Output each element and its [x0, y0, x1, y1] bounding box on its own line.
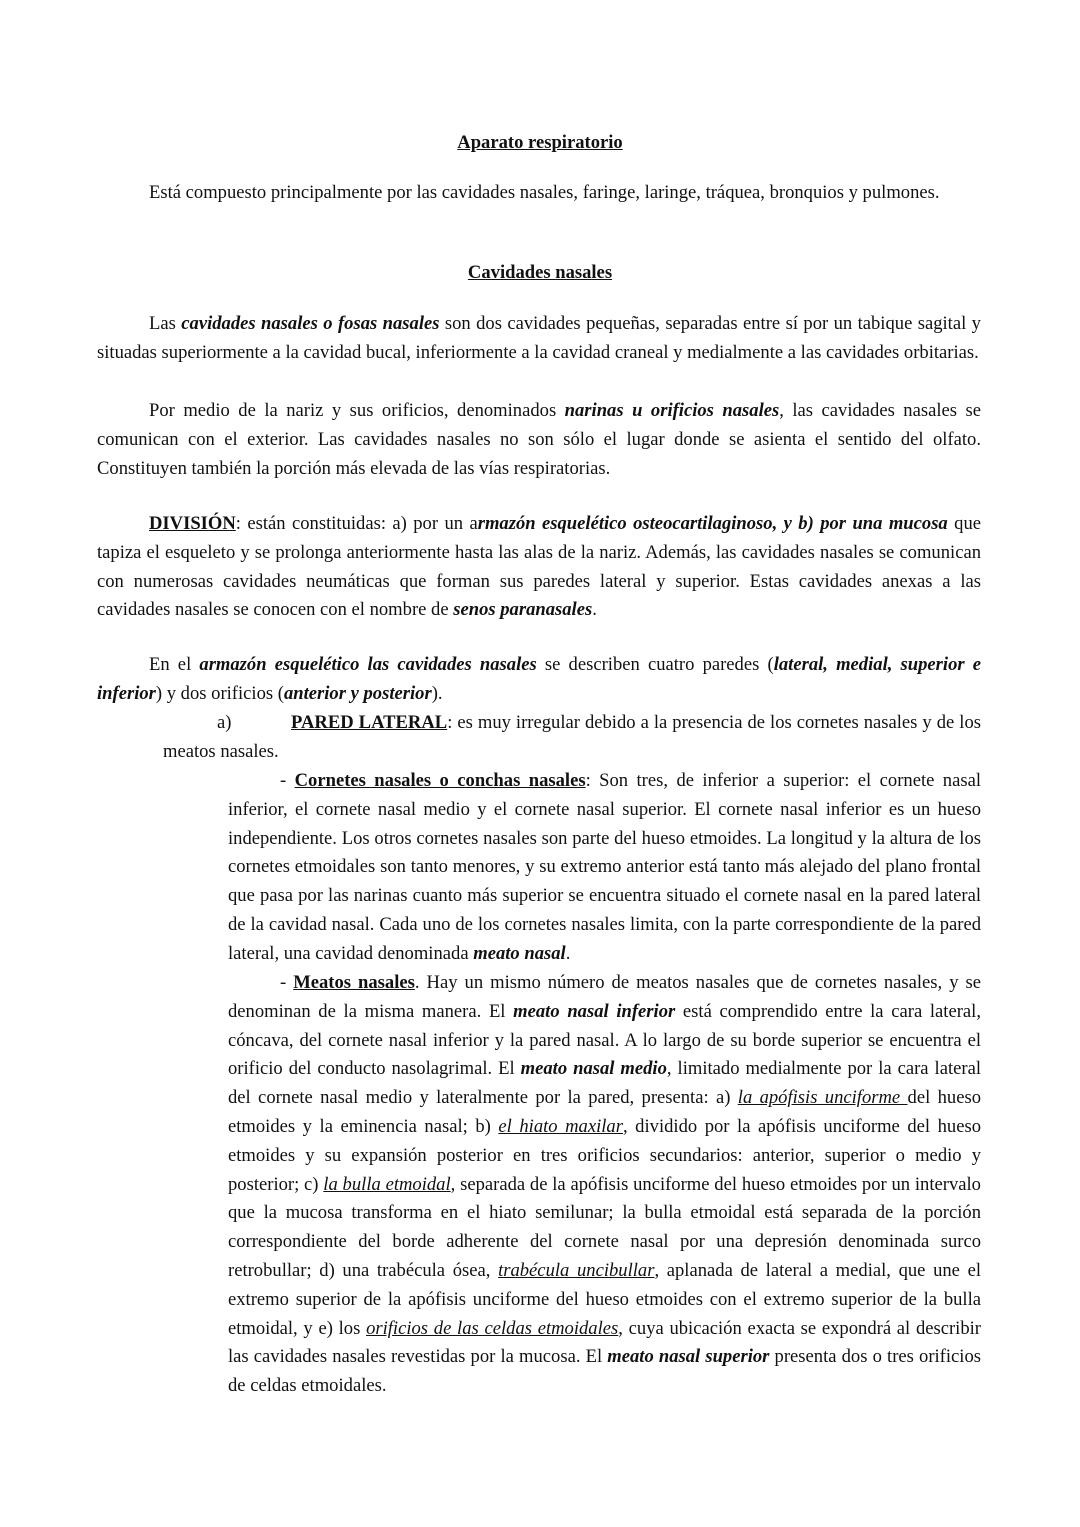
paragraph-armazon: [97, 651, 981, 709]
text-run: presenta dos o tres orificios de celdas etmoidales.: [228, 1346, 981, 1397]
text-run: , aplanada de lateral a medial, que une el extremo superior de la apófisis unciforme del hueso etmoides con el extremo superior de la bulla etmoidal, y e) los: [228, 1259, 982, 1339]
text-run: Las: [149, 313, 182, 334]
text-run: En el: [149, 654, 200, 675]
bold-term: cavidades nasales o fosas nasales: [181, 313, 440, 334]
bold-term: narinas u orificios nasales: [564, 400, 780, 421]
text-run: que tapiza el esqueleto y se prolonga anteriormente hasta las alas de la nariz. Además, las cavidades nasales se comunican con numerosas cavidades neumáticas que forman sus paredes lateral y superior. Estas cavidades anexas a las cavidades nasales se conocen con el nombre de: [97, 513, 981, 621]
bold-term: lateral, medial, superior e inferior: [97, 654, 982, 704]
underlined-term: el hiato maxilar: [498, 1115, 623, 1137]
text-run: Por medio de la nariz y sus orificios, denominados: [149, 400, 565, 421]
text-run: , limitado medialmente por la cara lateral del cornete nasal medio y lateralmente por la pared, presenta: a): [228, 1058, 981, 1109]
paragraph-cavidades: [97, 310, 981, 368]
text-run: : es muy irregular debido a la presencia de los cornetes nasales y de los meatos nasales.: [163, 712, 981, 762]
list-item-meatos: [228, 969, 981, 1401]
text-run: se describen cuatro paredes (: [536, 654, 774, 675]
section-title: Cavidades nasales: [467, 262, 613, 283]
list-dash: -: [280, 770, 295, 791]
list-item-pared-lateral: [163, 709, 981, 767]
text-run: está comprendido entre la cara lateral, cóncava, del cornete nasal inferior y la pared nasal. A lo largo de su borde superior se encuentra el orificio del conducto nasolagrimal. El: [228, 1000, 981, 1080]
paragraph-narinas: [97, 397, 981, 483]
bold-term: armazón esquelético las cavidades nasales: [199, 654, 537, 675]
text-run: , cuya ubicación exacta se expondrá al describir las cavidades nasales revestidas por la mucosa. El: [228, 1317, 981, 1368]
bold-term: anterior y posterior: [283, 682, 432, 704]
meatos-heading: Meatos nasales: [293, 972, 415, 993]
bold-term: meato nasal superior: [607, 1346, 770, 1368]
bold-term: rmazón esquelético osteocartilaginoso, y b) por una mucosa: [477, 513, 948, 534]
cornetes-heading: Cornetes nasales o conchas nasales: [294, 770, 586, 791]
underlined-term: trabécula uncibullar: [498, 1259, 655, 1281]
text-run: del hueso etmoides y la eminencia nasal; b): [228, 1087, 981, 1137]
division-heading: DIVISIÓN: [149, 513, 236, 534]
underlined-term: orificios de las celdas etmoidales: [366, 1317, 619, 1339]
text-run: , dividido por la apófisis unciforme del hueso etmoides y su expansión posterior en tres orificios secundarios: anterior, superior o medio y posterior; c): [228, 1115, 981, 1195]
text-run: .: [592, 599, 597, 621]
text-run: ).: [431, 682, 443, 704]
list-dash: -: [280, 972, 294, 993]
text-run: ) y dos orificios (: [155, 682, 284, 704]
text-run: , separada de la apófisis unciforme del hueso etmoides por un intervalo que la mucosa transforma en el hiato semilunar; la bulla etmoidal está separada de la porción correspondiente del borde adherente del cornete nasal por una depresión denominada surco retrobullar; d) una trabécula ósea,: [228, 1173, 981, 1281]
text-run: . Hay un mismo número de meatos nasales que de cornetes nasales, y se denominan de la misma manera. El: [228, 972, 981, 1022]
text-run: : están constituidas: a) por un a: [235, 513, 478, 534]
underlined-term: la apófisis unciforme: [737, 1087, 908, 1109]
list-item-cornetes: [228, 767, 981, 969]
bold-term: meato nasal inferior: [513, 1000, 676, 1022]
underlined-term: la bulla etmoidal: [323, 1173, 451, 1195]
intro-paragraph: Está compuesto principalmente por las cavidades nasales, faringe, laringe, tráquea, bronquios y pulmones.: [149, 182, 940, 203]
list-marker: a): [217, 712, 232, 733]
bold-term: meato nasal: [473, 942, 566, 964]
text-run: : Son tres, de inferior a superior: el cornete nasal inferior, el cornete nasal medio y el cornete nasal superior. El cornete nasal inferior es un hueso independiente. Los otros cornetes nasales son parte del hueso etmoides. La longitud y la altura de los cornetes etmoidales son tanto menores, y su extremo anterior está tanto más alejado del plano frontal que pasa por las narinas cuanto más superior se encuentra situado el cornete nasal en la pared lateral de la cavidad nasal. Cada uno de los cornetes nasales limita, con la parte correspondiente de la pared lateral, una cavidad denominada: [228, 770, 981, 964]
bold-term: meato nasal medio: [520, 1058, 667, 1080]
text-run: , las cavidades nasales se comunican con el exterior. Las cavidades nasales no son sólo el lugar donde se asienta el sentido del olfato. Constituyen también la porción más elevada de las vías respiratorias.: [97, 400, 981, 479]
pared-lateral-heading: PARED LATERAL: [291, 712, 448, 733]
page-title: Aparato respiratorio: [457, 132, 623, 153]
text-run: .: [565, 942, 571, 964]
text-run: son dos cavidades pequeñas, separadas entre sí por un tabique sagital y situadas superiormente a la cavidad bucal, inferiormente a la cavidad craneal y medialmente a las cavidades orbitarias.: [97, 313, 981, 363]
bold-term: senos paranasales: [453, 599, 593, 621]
paragraph-division: [97, 510, 981, 625]
